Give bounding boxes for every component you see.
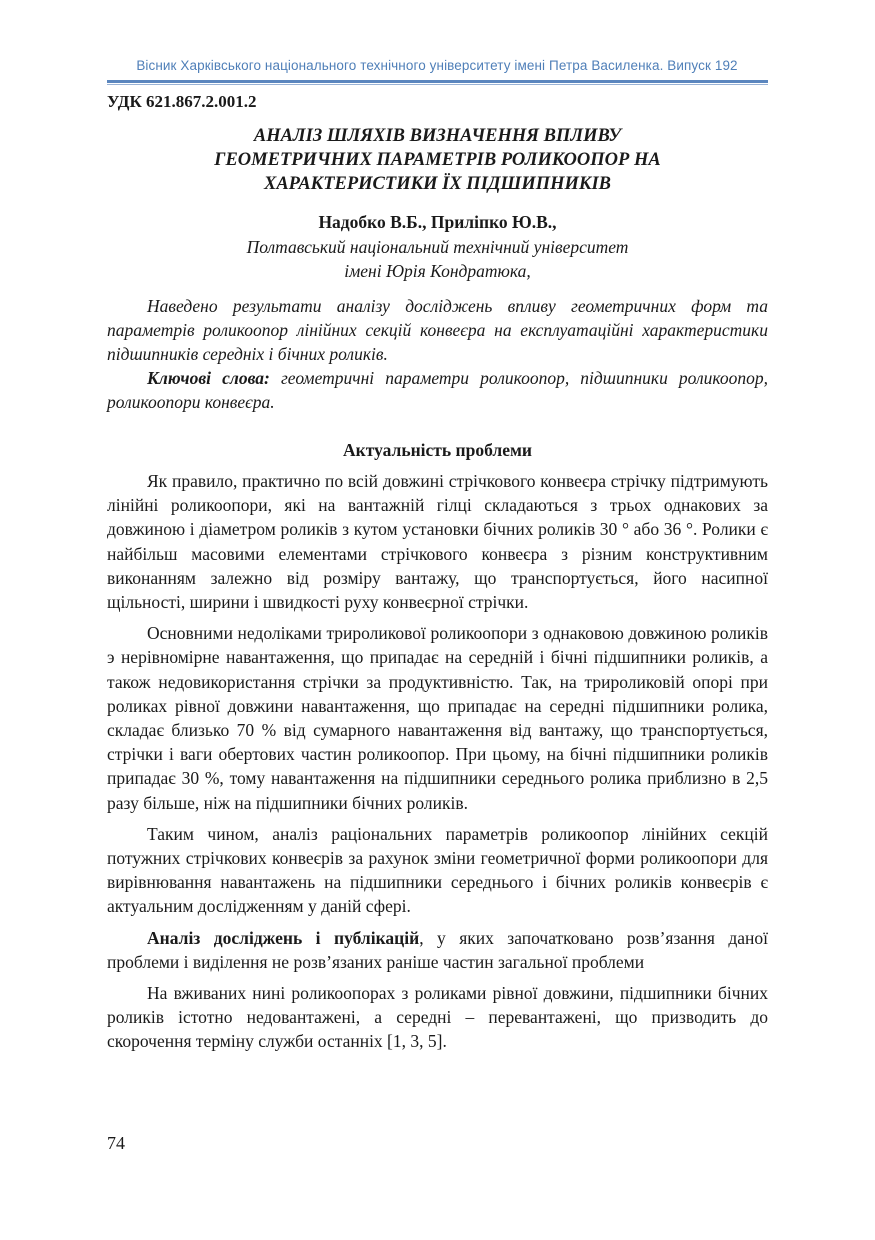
paragraph xyxy=(107,926,768,974)
affiliation-line: імені Юрія Кондратюка, xyxy=(344,261,531,281)
keywords xyxy=(107,366,768,414)
section-heading: Актуальність проблеми xyxy=(343,440,532,460)
header-rule-thin xyxy=(107,84,768,85)
keywords-label: Ключові слова: xyxy=(147,368,270,388)
abstract: Наведено результати аналізу досліджень впливу геометричних форм та параметрів роликоопор лінійних секцій конвеєра на експлуатаційні характеристики підшипників середніх і бічних роликів. xyxy=(107,296,768,364)
udk-code: УДК 621.867.2.001.2 xyxy=(107,92,257,111)
running-head: Вісник Харківського національного технічного університету імені Петра Василенка. Випуск 192 xyxy=(136,58,738,73)
paragraph: Таким чином, аналіз раціональних параметрів роликоопор лінійних секцій потужних стрічкових конвеєрів за рахунок зміни геометричної форми роликоопори для вирівнювання навантажень на підшипники середнього і бічних роликів конвеєрів є актуальним дослідженням у даній сфері. xyxy=(107,823,768,917)
paragraph-rest: , у яких започатковано розв’язання даної проблеми і виділення не розв’язаних раніше частин загальної проблеми xyxy=(107,927,769,972)
affiliation-line: Полтавський національний технічний університет xyxy=(246,237,629,257)
paper-title xyxy=(107,124,768,196)
header-rule xyxy=(107,80,768,83)
title-line: АНАЛІЗ ШЛЯХІВ ВИЗНАЧЕННЯ ВПЛИВУ xyxy=(253,126,622,146)
authors: Надобко В.Б., Приліпко Ю.В., xyxy=(318,212,557,232)
keywords-text: геометричні параметри роликоопор, підшипники роликоопор, роликоопори конвеєра. xyxy=(107,368,768,412)
body-text xyxy=(107,469,768,1061)
abstract-block xyxy=(107,294,768,414)
title-line: ХАРАКТЕРИСТИКИ ЇХ ПІДШИПНИКІВ xyxy=(263,174,612,194)
title-line: ГЕОМЕТРИЧНИХ ПАРАМЕТРІВ РОЛИКООПОР НА xyxy=(214,150,661,170)
paragraph-bold-lead: Аналіз досліджень і публікацій xyxy=(147,927,420,948)
paragraph: Основними недоліками трироликової роликоопори з однаковою довжиною роликів э нерівномірне навантаження, що припадає на середній і бічні підшипники роликів, а також недовикористання стрічки за продуктивністю. Так, на трироликовій опорі при роликах рівної довжини навантаження, що припадає на середні підшипники ролика, складає близько 70 % від сумарного навантаження від вантажу, що транспортується, стрічки і ваги обертових частин роликоопор. При цьому, на бічні підшипники роликів припадає 30 %, тому навантаження на підшипники середнього ролика приблизно в 2,5 разу більше, ніж на підшипники бічних роликів. xyxy=(107,623,768,813)
affiliation xyxy=(107,235,768,283)
page-number: 74 xyxy=(107,1133,125,1153)
paragraph: На вживаних нині роликоопорах з роликами рівної довжини, підшипники бічних роликів істотно недовантажені, а середні – перевантажені, що призводить до скорочення терміну служби останніх [1, 3, 5]. xyxy=(107,983,768,1052)
paragraph: Як правило, практично по всій довжині стрічкового конвеєра стрічку підтримують лінійні роликоопори, які на вантажній гілці складаються з трьох однакових за довжиною і діаметром роликів з кутом установки бічних роликів 30 ° або 36 °. Ролики є найбільш масовими елементами стрічкового конвеєра з різним конструктивним виконанням залежно від розміру вантажу, що транспортується, його насипної щільності, ширини і швидкості руху конвеєрної стрічки. xyxy=(107,471,768,613)
